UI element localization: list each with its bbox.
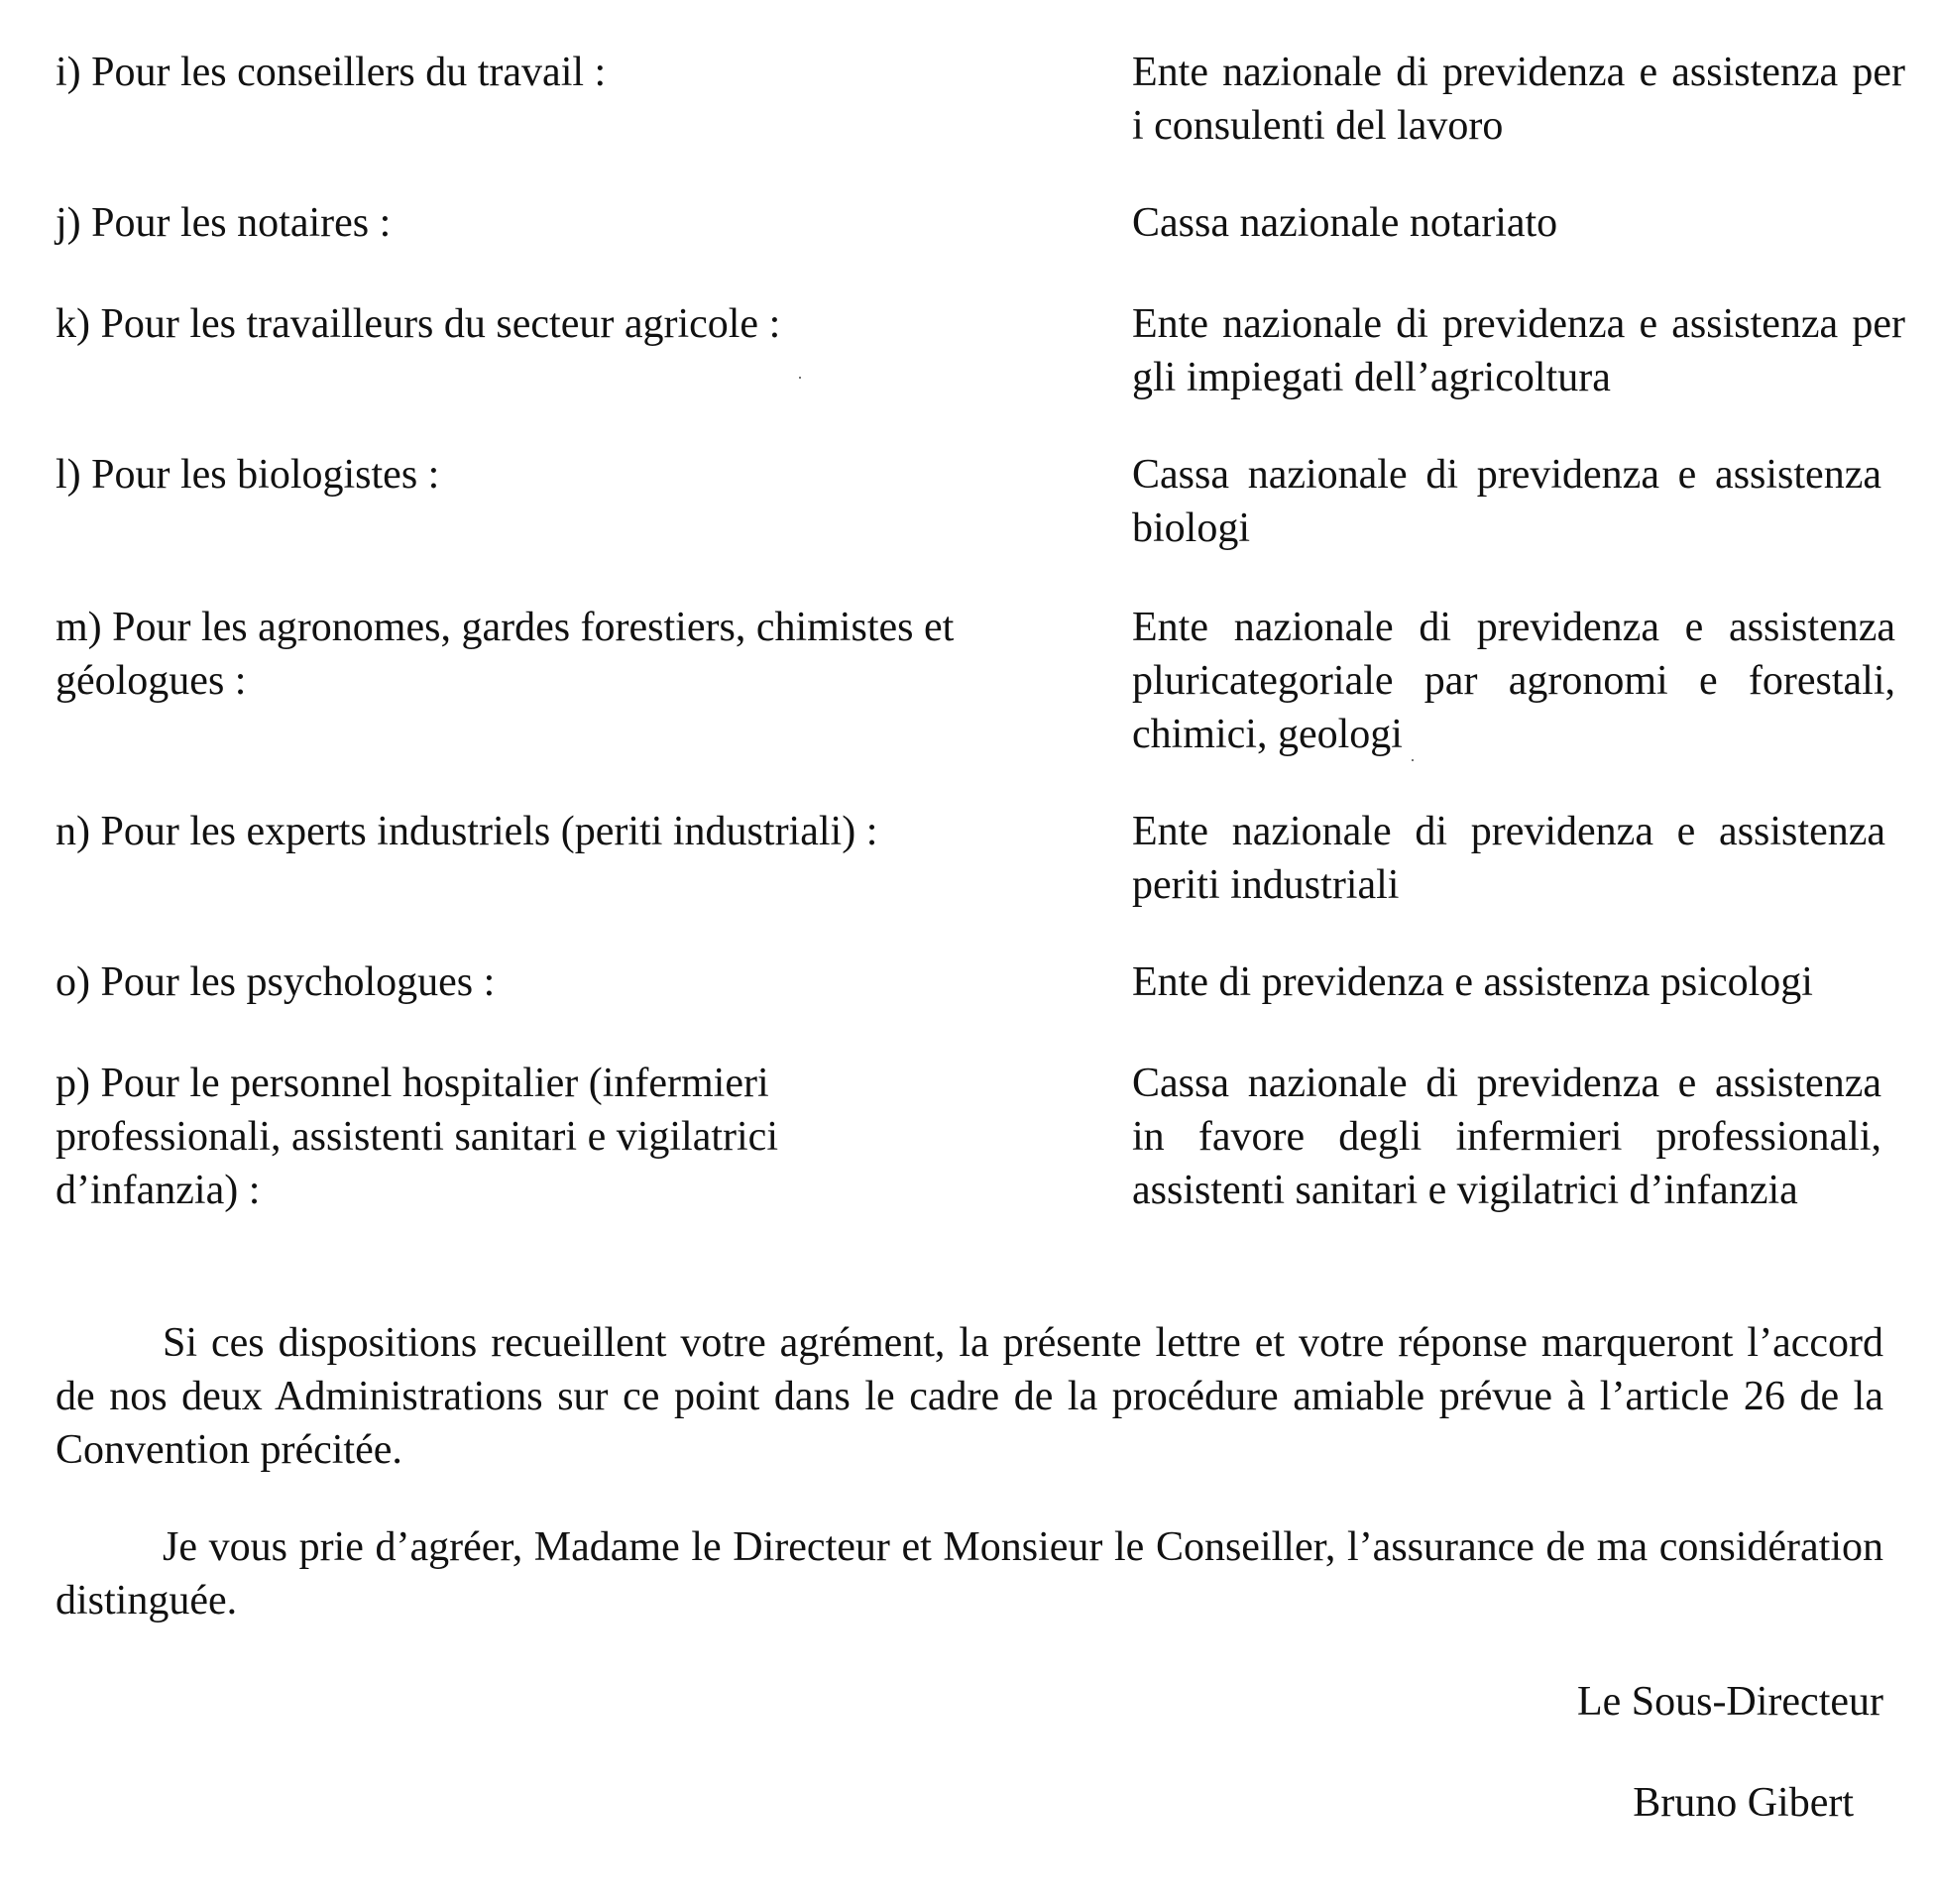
- entry-right-label: Ente nazionale di previdenza e assistenza per i consulenti del lavoro: [1132, 50, 1905, 149]
- entry-right-label: Cassa nazionale di previdenza e assistenza in favore degli infermieri professionali, assistenti sanitari e vigilatrici d’infanzia: [1132, 1061, 1881, 1213]
- signatory-title: Le Sous-Directeur: [1576, 1679, 1883, 1725]
- signatory-name: Bruno Gibert: [1633, 1780, 1854, 1826]
- scan-speck: [799, 377, 801, 379]
- scan-speck: [1412, 759, 1414, 761]
- courtesy-paragraph: Je vous prie d’agréer, Madame le Directeur et Monsieur le Conseiller, l’assurance de ma considération distinguée.: [56, 1524, 1883, 1624]
- entry-left-label: l) Pour les biologistes :: [56, 452, 440, 498]
- entry-right-label: Ente nazionale di previdenza e assistenza pluricategoriale par agronomi e forestali, chimici, geologi: [1132, 605, 1895, 757]
- entry-left-label: m) Pour les agronomes, gardes forestiers, chimistes et géologues :: [56, 605, 955, 704]
- entry-left-label: i) Pour les conseillers du travail :: [56, 50, 607, 95]
- entry-right-label: Ente nazionale di previdenza e assistenza per gli impiegati dell’agricoltura: [1132, 301, 1905, 400]
- entry-left-label: j) Pour les notaires :: [56, 200, 392, 246]
- entry-left-label: n) Pour les experts industriels (periti industriali) :: [56, 809, 878, 854]
- entry-left-label: k) Pour les travailleurs du secteur agricole :: [56, 301, 781, 347]
- closing-paragraph: Si ces dispositions recueillent votre agrément, la présente lettre et votre réponse marqueront l’accord de nos deux Administrations sur ce point dans le cadre de la procédure amiable prévue à l’article 26 de la Convention précitée.: [56, 1320, 1883, 1473]
- entry-right-label: Ente di previdenza e assistenza psicologi: [1132, 959, 1813, 1005]
- entry-right-label: Ente nazionale di previdenza e assistenza periti industriali: [1132, 809, 1885, 908]
- entry-left-label: p) Pour le personnel hospitalier (infermieri professionali, assistenti sanitari e vigilatrici d’infanzia) :: [56, 1061, 778, 1213]
- entry-left-label: o) Pour les psychologues :: [56, 959, 496, 1005]
- entry-right-label: Cassa nazionale di previdenza e assistenza biologi: [1132, 452, 1881, 551]
- entry-right-label: Cassa nazionale notariato: [1132, 200, 1558, 246]
